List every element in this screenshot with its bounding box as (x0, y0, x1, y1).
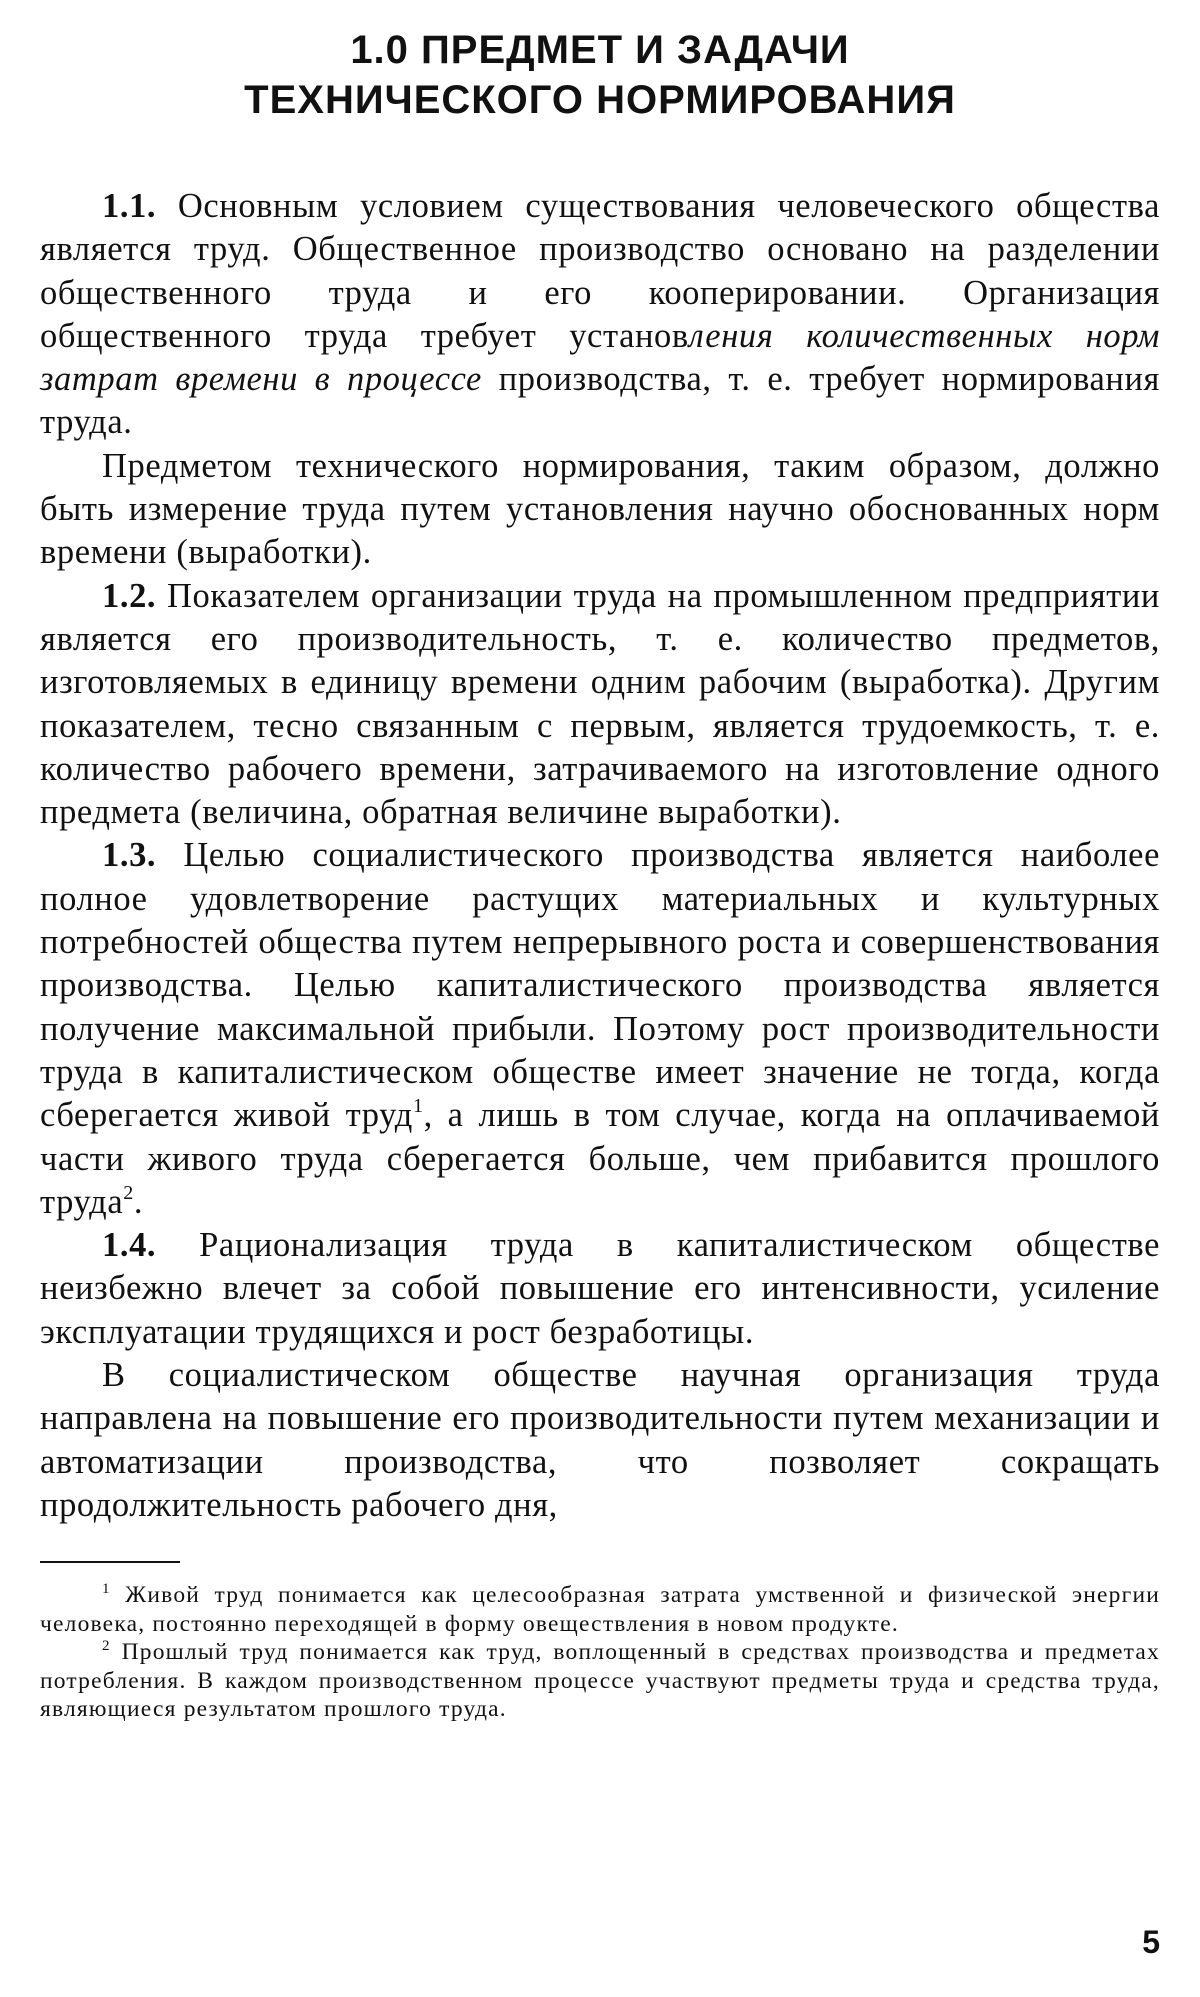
section-heading (40, 25, 1160, 125)
paragraph-text: . (133, 1182, 144, 1221)
paragraph-text: Рационализация труда в капиталистическом обществе неизбежно влечет за собой повышение его интенсивности, усиление эксплуатации трудящихся и рост безработицы. (40, 1226, 1160, 1351)
paragraph-text: производства, т. е. требует нормирования труда. (40, 360, 1161, 442)
paragraph-1-2 (40, 575, 1160, 835)
footnote-ref-2[interactable]: 2 (123, 1181, 134, 1204)
footnote-marker: 2 (102, 1638, 111, 1655)
paragraph-number: 1.1. (102, 187, 157, 225)
paragraph-text: Предметом технического нормирования, таким образом, должно быть измерение труда путем установления научно обоснованных норм времени (выработки). (40, 446, 1160, 572)
paragraph-text: Основным условием существования человеческого общества является труд. Общественное производство основано на разделении общественного труда и его кооперировании. Организация общественного труда требует установ (40, 187, 1160, 355)
paragraph-text: Целью социалистического производства является наиболее полное удовлетворение растущих материальных и культурных потребностей общества путем непрерывного роста и совершенствования производства. Целью капиталистического производства является получение максимальной прибыли. Поэтому рост производительности труда в капиталистическом обществе имеет значение не тогда, когда сберегается живой труд (40, 836, 1160, 1135)
footnote-2 (40, 1638, 1160, 1724)
paragraph-text: Показателем организации труда на промышленном предприятии является его производительность, т. е. количество предметов, изготовляемых в единицу времени одним рабочим (выработка). Другим показателем, тесно связанным с первым, является трудоемкость, т. е. количество рабочего времени, затрачиваемого на изготовление одного предмета (величина, обратная величине выработки). (40, 576, 1160, 832)
heading-line-2: ТЕХНИЧЕСКОГО НОРМИРОВАНИЯ (244, 78, 956, 122)
paragraph-text: В социалистическом обществе научная организация труда направлена на повышение его производительности путем механизации и автоматизации производства, что позволяет сокращать продолжительность рабочего дня, (40, 1356, 1160, 1524)
body-text (40, 185, 1160, 1527)
footnote-text: Живой труд понимается как целесообразная затрата умственной и физической энергии человека, постоянно переходящей в форму овеществления в новом продукте. (40, 1582, 1160, 1637)
paragraph-1-4 (40, 1224, 1160, 1354)
page-number: 5 (1142, 1924, 1160, 1960)
footnotes (40, 1581, 1160, 1724)
paragraph-text: , а лишь в том случае, когда на оплачиваемой части живого труда сберегается больше, чем прибавится прошлого труда (40, 1096, 1160, 1221)
footnote-text: Прошлый труд понимается как труд, воплощенный в средствах производства и предметах потребления. В каждом производственном процессе участвуют предметы труда и средства труда, являющиеся результатом прошлого труда. (40, 1639, 1160, 1723)
paragraph-1-3 (40, 834, 1160, 1224)
footnote-divider (40, 1561, 180, 1563)
paragraph-socialist (40, 1354, 1160, 1527)
footnote-1 (40, 1581, 1160, 1638)
paragraph-1-1 (40, 185, 1160, 445)
footnote-marker: 1 (102, 1581, 111, 1598)
paragraph-number: 1.2. (102, 576, 157, 615)
heading-line-1: 1.0 ПРЕДМЕТ И ЗАДАЧИ (350, 28, 850, 72)
paragraph-number: 1.3. (102, 836, 157, 875)
paragraph-subject (40, 445, 1160, 575)
document-page (40, 25, 1160, 1724)
footnote-ref-1[interactable]: 1 (412, 1095, 424, 1118)
paragraph-emphasis: ления количественных норм затрат времени в процессе (40, 316, 1161, 399)
paragraph-number: 1.4. (102, 1226, 157, 1265)
